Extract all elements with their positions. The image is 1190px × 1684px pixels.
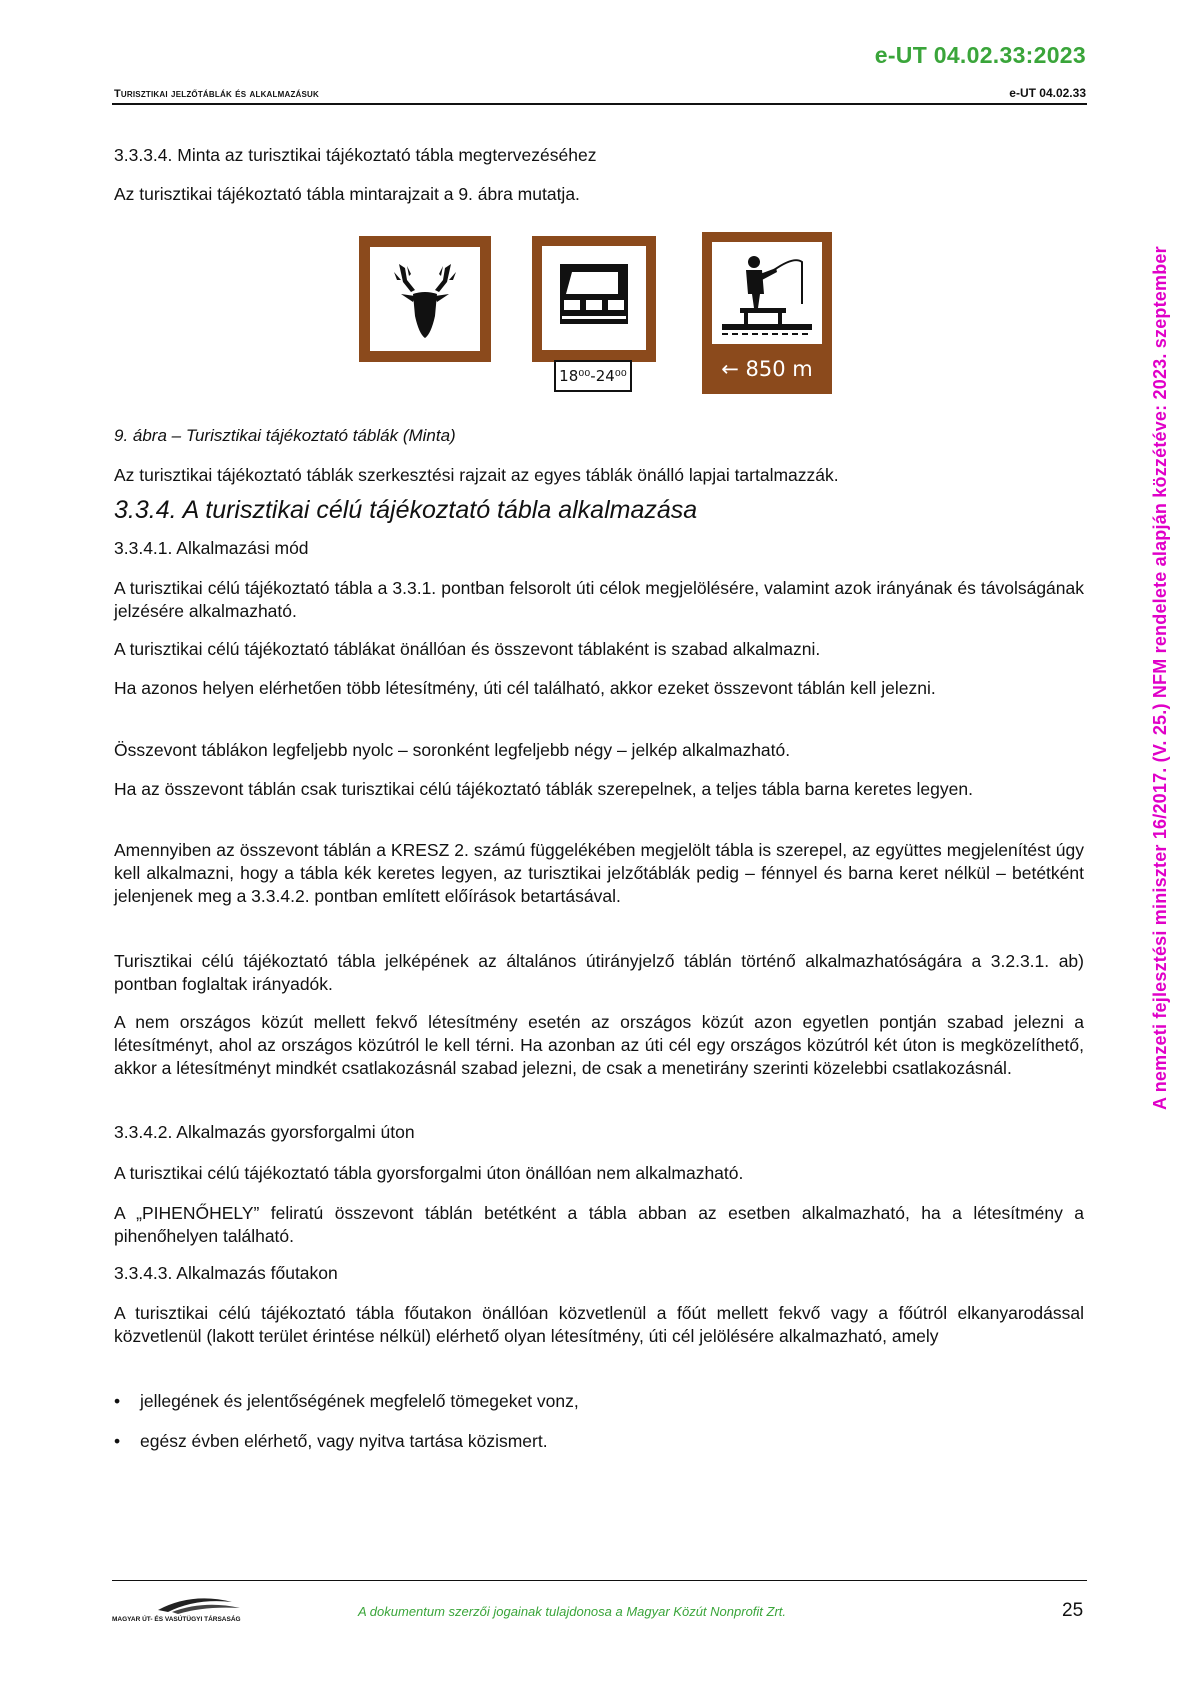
list-item (114, 1391, 579, 1412)
car-train-icon (532, 236, 656, 362)
section-heading-3341: 3.3.4.1. Alkalmazási mód (114, 538, 309, 558)
list-item-text: egész évben elérhető, vagy nyitva tartása közismert. (140, 1431, 548, 1451)
list-item-text: jellegének és jelentőségének megfelelő tömegeket vonz, (140, 1391, 579, 1411)
section-heading-3343: 3.3.4.3. Alkalmazás főutakon (114, 1263, 338, 1283)
paragraph: A „PIHENŐHELY” feliratú összevont táblán betétként a tábla abban az esetben alkalmazható, ha a létesítmény a pihenőhelyen található. (114, 1203, 1084, 1246)
sign-time-plate: 18⁰⁰-24⁰⁰ (554, 360, 632, 392)
sign-deer (359, 236, 491, 367)
bullet-icon: • (114, 1391, 121, 1411)
page-number: 25 (1062, 1600, 1084, 1621)
figure-caption: 9. ábra – Turisztikai tájékoztató táblák (Minta) (114, 426, 456, 445)
paragraph: Ha azonos helyen elérhetően több létesítmény, úti cél található, akkor ezeket összevont táblán kell jelezni. (114, 678, 936, 698)
logo-swoosh-icon (112, 1590, 262, 1630)
paragraph: A turisztikai célú tájékoztató táblákat önállóan és összevont táblaként is szabad alkalmazni. (114, 639, 821, 659)
publication-stamp: A nemzeti fejlesztési miniszter 16/2017. (V. 25.) NFM rendelete alapján közzétéve: 2023. szeptember (1150, 246, 1170, 1110)
paragraph: Turisztikai célú tájékoztató tábla jelképének az általános útirányjelző táblán történő alkalmazhatóságára a 3.2.3.1. ab) pontban foglaltak irányadók. (114, 951, 1084, 994)
paragraph: A turisztikai célú tájékoztató tábla gyorsforgalmi úton önállóan nem alkalmazható. (114, 1163, 744, 1183)
paragraph: A turisztikai célú tájékoztató tábla a 3.3.1. pontban felsorolt úti célok megjelölésére, valamint azok irányának és távolságának jelzésére alkalmazható. (114, 578, 1084, 621)
bullet-icon: • (114, 1431, 121, 1451)
header-divider (112, 103, 1087, 105)
paragraph: Az turisztikai tájékoztató tábla mintarajzait a 9. ábra mutatja. (114, 184, 580, 204)
deer-head-icon (359, 236, 491, 362)
running-header-code: e-UT 04.02.33 (1009, 86, 1086, 100)
sign-car-train (532, 236, 656, 367)
paragraph: A turisztikai célú tájékoztató tábla főutakon önállóan közvetlenül a főút mellett fekvő vagy a főútról elkanyarodással közvetlenül (lakott terület érintése nélkül) elérhető olyan létesítmény, úti cél jelölésére alkalmazható, amely (114, 1303, 1084, 1346)
copyright-notice: A dokumentum szerzői jogainak tulajdonosa a Magyar Közút Nonprofit Zrt. (358, 1604, 787, 1619)
paragraph: Ha az összevont táblán csak turisztikai célú tájékoztató táblák szerepelnek, a teljes tábla barna keretes legyen. (114, 779, 973, 799)
paragraph: Amennyiben az összevont táblán a KRESZ 2. számú függelékében megjelölt tábla is szerepel, az együttes megjelenítést úgy kell alkalmazni, hogy a tábla kék keretes legyen, az turisztikai jelzőtáblák pedig – fénnyel és barna keret nélkül – betétként jelenjenek meg a 3.3.4.2. pontban említett előírások betartásával. (114, 840, 1084, 906)
paragraph: Összevont táblákon legfeljebb nyolc – soronként legfeljebb négy – jelkép alkalmazható. (114, 740, 791, 760)
paragraph: Az turisztikai tájékoztató táblák szerkesztési rajzait az egyes táblák önálló lapjai tartalmazzák. (114, 465, 839, 485)
logo-text: MAGYAR ÚT- ÉS VASÚTÜGYI TÁRSASÁG (112, 1616, 241, 1623)
section-heading-3342: 3.3.4.2. Alkalmazás gyorsforgalmi úton (114, 1122, 415, 1142)
section-heading-3334: 3.3.3.4. Minta az turisztikai tájékoztató tábla megtervezéséhez (114, 145, 597, 165)
document-code: e-UT 04.02.33:2023 (874, 42, 1086, 68)
running-header-title: Turisztikai jelzőtáblák és alkalmazásuk (114, 88, 320, 100)
publisher-logo (112, 1590, 262, 1630)
section-heading-334: 3.3.4. A turisztikai célú tájékoztató tábla alkalmazása (114, 496, 698, 524)
paragraph: A nem országos közút mellett fekvő létesítmény esetén az országos közút azon egyetlen pontján szabad jelezni a létesítményt, ahol az országos közútról le kell térni. Ha azonban az úti cél egy országos közútról két úton is megközelíthető, akkor a létesítményt mindkét csatlakozásnál szabad jelezni, de csak a menetirány szerinti közelebbi csatlakozásnál. (114, 1012, 1084, 1078)
footer-divider (112, 1580, 1087, 1581)
sign-fishing (702, 232, 832, 399)
list-item (114, 1431, 548, 1452)
sign-distance-label: ← 850 m (721, 357, 813, 381)
